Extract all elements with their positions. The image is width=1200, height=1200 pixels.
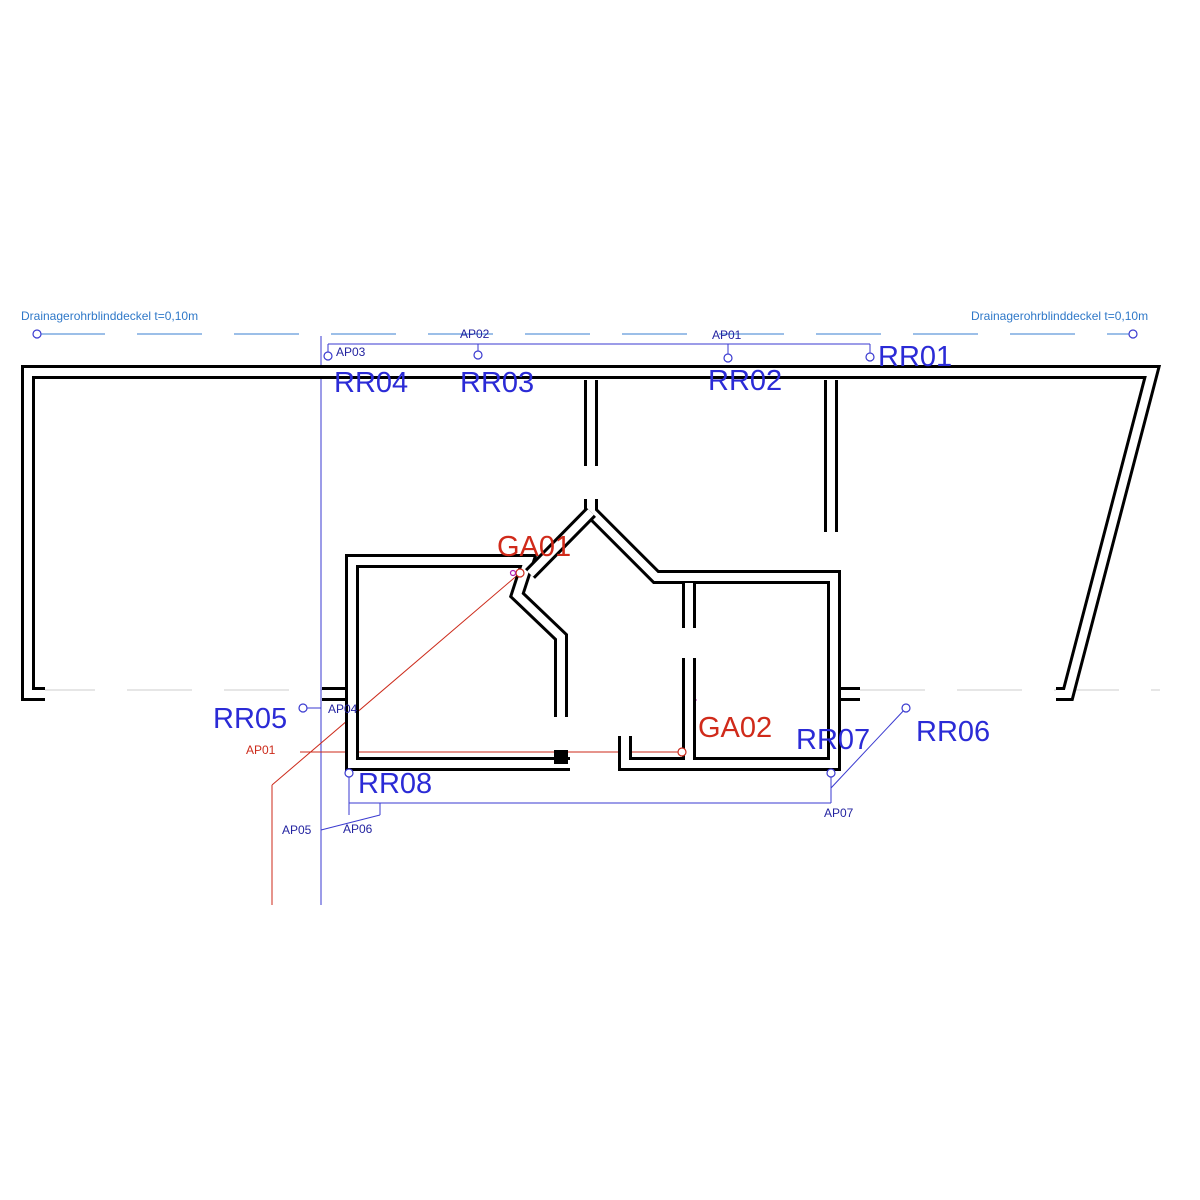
ga02-marker	[678, 748, 686, 756]
rr07-label: RR07	[796, 724, 871, 756]
rr01-label: RR01	[878, 341, 953, 373]
rr08-label: RR08	[358, 768, 433, 800]
rr05-marker	[299, 704, 307, 712]
ap03-label: AP03	[336, 345, 366, 359]
ga01-label: GA01	[497, 531, 572, 563]
rr06-label: RR06	[916, 716, 991, 748]
rr08-marker	[345, 769, 353, 777]
ap05-label: AP05	[282, 823, 312, 837]
drainage-line-top	[33, 330, 1137, 338]
rr02-marker	[724, 354, 732, 362]
rr05-label: RR05	[213, 703, 288, 735]
ga01-cleanout-marker	[511, 571, 516, 576]
rr03-label: RR03	[460, 367, 535, 399]
drain-cap-note-left: Drainagerohrblinddeckel t=0,10m	[21, 309, 199, 323]
building-walls	[28, 372, 1152, 764]
drain-cap-right-marker	[1129, 330, 1137, 338]
drain-cap-left-marker	[33, 330, 41, 338]
rr03-marker	[474, 351, 482, 359]
rr07-marker	[827, 769, 835, 777]
rr01-marker	[866, 353, 874, 361]
ap02-label: AP02	[460, 327, 490, 341]
rr06-marker	[902, 704, 910, 712]
ga01-marker	[516, 569, 524, 577]
ap04-label: AP04	[328, 702, 358, 716]
ga02-label: GA02	[698, 712, 773, 744]
rr02-label: RR02	[708, 365, 783, 397]
downpipe-network	[306, 336, 906, 905]
rr04-marker	[324, 352, 332, 360]
drain-cap-note-right: Drainagerohrblinddeckel t=0,10m	[971, 309, 1149, 323]
rr04-label: RR04	[334, 367, 409, 399]
ap06-label: AP06	[343, 822, 373, 836]
ap01-top-label: AP01	[712, 328, 742, 342]
ap01-red-label: AP01	[246, 743, 276, 757]
gully-network	[272, 573, 697, 905]
ap07-label: AP07	[824, 806, 854, 820]
